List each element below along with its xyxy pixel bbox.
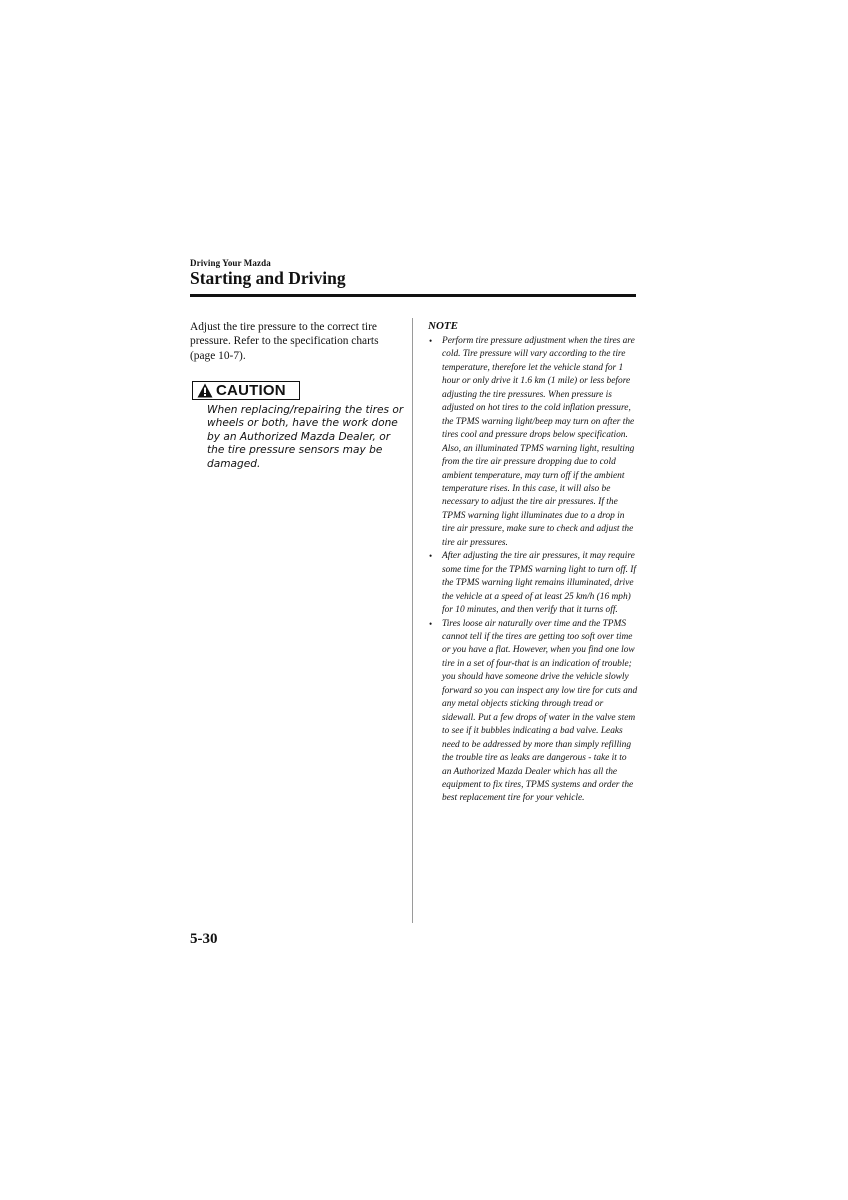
page-number: 5-30 xyxy=(190,931,218,947)
section-label: Driving Your Mazda xyxy=(190,258,271,268)
caution-text: When replacing/repairing the tires or wheels or both, have the work done by an Authorized Mazda Dealer, or the tire pressure sensors may be damaged. xyxy=(207,403,404,470)
page-title: Starting and Driving xyxy=(190,268,346,288)
note-paragraph: Also, an illuminated TPMS warning light, resulting from the tire air pressure dropping due to cold ambient temperature, may turn off if the ambient temperature rises. In this case, it will also be necessary to adjust the tire air pressures. If the TPMS warning light illuminates due to a drop in tire air pressure, make sure to check and adjust the tire air pressures. xyxy=(442,443,635,548)
bullet-icon: • xyxy=(429,551,433,562)
warning-triangle-icon xyxy=(197,383,213,398)
caution-label: CAUTION xyxy=(216,381,286,399)
title-rule xyxy=(190,294,636,297)
note-heading: NOTE xyxy=(428,320,458,332)
right-column xyxy=(428,320,638,806)
caution-box xyxy=(192,381,300,400)
note-paragraph: Perform tire pressure adjustment when the tires are cold. Tire pressure will vary according to the tire temperature, therefore let the vehicle stand for 1 hour or only drive it 1.6 km (1 mile) or less before adjusting the tire pressures. When pressure is adjusted on hot tires to the cold inflation pressure, the TPMS warning light/beep may turn on after the tires cool and pressure drops below specification. xyxy=(442,336,635,441)
column-divider xyxy=(412,318,413,923)
note-item xyxy=(428,335,638,550)
note-paragraph: After adjusting the tire air pressures, it may require some time for the TPMS warning light to turn off. If the TPMS warning light remains illuminated, drive the vehicle at a speed of at least 25 km/h (16 mph) for 10 minutes, and then verify that it turns off. xyxy=(442,551,637,616)
left-column xyxy=(190,320,402,471)
bullet-icon: • xyxy=(429,618,433,629)
note-item xyxy=(428,618,638,806)
note-list xyxy=(428,335,638,806)
note-paragraph: Tires loose air naturally over time and the TPMS cannot tell if the tires are getting too soft over time or you have a flat. However, when you find one low tire in a set of four-that is an indication of trouble; you should have someone drive the vehicle slowly forward so you can inspect any low tire for cuts and any metal objects sticking through tread or sidewall. Put a few drops of water in the valve stem to see if it bubbles indicating a bad valve. Leaks need to be addressed by more than simply refilling the trouble tire as leaks are dangerous - take it to an Authorized Mazda Dealer which has all the equipment to fix tires, TPMS systems and order the best replacement tire for your vehicle. xyxy=(442,618,638,804)
note-item xyxy=(428,550,638,617)
intro-paragraph: Adjust the tire pressure to the correct tire pressure. Refer to the specification charts (page 10-7). xyxy=(190,321,379,362)
bullet-icon: • xyxy=(429,336,433,346)
